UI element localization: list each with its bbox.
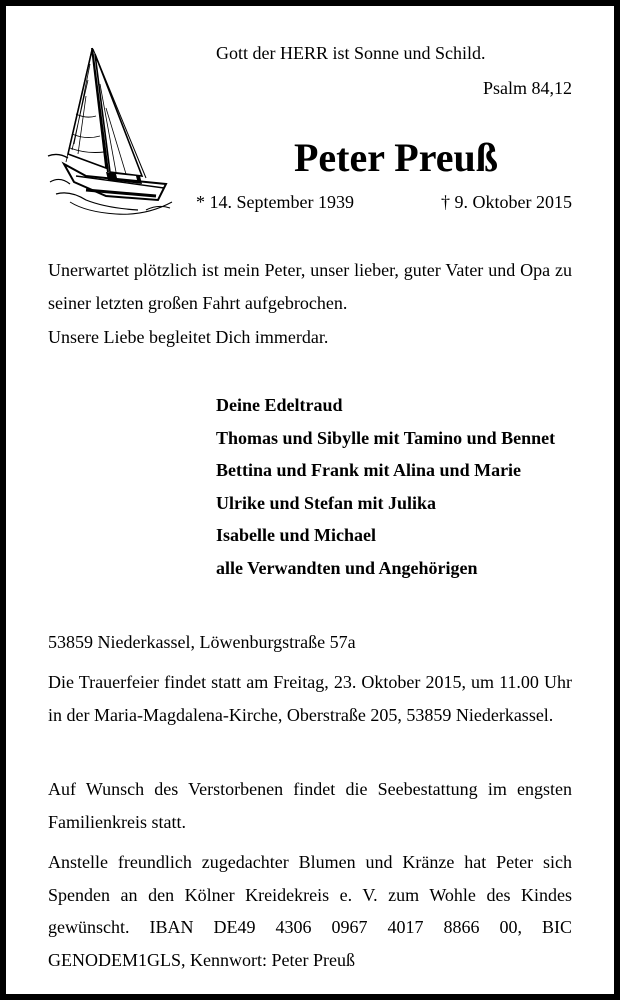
love-text: Unsere Liebe begleitet Dich immerdar.	[48, 327, 329, 347]
family-address: 53859 Niederkassel, Löwenburgstraße 57a	[48, 632, 356, 652]
donation-info: Anstelle freundlich zugedachter Blumen und Kränze hat Peter sich Spenden an den Kölner Kreidekreis e. V. zum Wohle des Kindes gewünscht. IBAN DE49 4306 0967 4017 8866 00, BIC GENODEM1GLS, Kennwort: Peter Preuß	[48, 852, 572, 970]
burial-info: Auf Wunsch des Verstorbenen findet die Seebestattung im engsten Familienkreis statt.	[48, 779, 572, 832]
sailboat-icon	[46, 44, 176, 219]
psalm-reference: Psalm 84,12	[482, 78, 572, 98]
birth-date: * 14. September 1939	[196, 192, 354, 212]
mourners-list	[216, 389, 555, 584]
mourner-line: Bettina und Frank mit Alina und Marie	[216, 460, 522, 480]
mourner-line: Thomas und Sibylle mit Tamino und Bennet	[216, 427, 556, 448]
ceremony-info: Die Trauerfeier findet statt am Freitag, 23. Oktober 2015, um 11.00 Uhr in der Maria-Magdalena-Kirche, Oberstraße 205, 53859 Niederkassel.	[48, 672, 572, 725]
mourner-line: Deine Edeltraud	[216, 395, 343, 415]
bible-motto: Gott der HERR ist Sonne und Schild.	[216, 43, 486, 63]
intro-text: Unerwartet plötzlich ist mein Peter, unser lieber, guter Vater und Opa zu seiner letzten großen Fahrt aufgebrochen.	[48, 260, 572, 313]
mourner-line: alle Verwandten und Angehörigen	[216, 557, 478, 578]
mourner-line: Ulrike und Stefan mit Julika	[216, 492, 437, 513]
mourner-line: Isabelle und Michael	[216, 525, 377, 545]
death-date: † 9. Oktober 2015	[441, 192, 572, 212]
deceased-name: Peter Preuß	[293, 135, 498, 180]
